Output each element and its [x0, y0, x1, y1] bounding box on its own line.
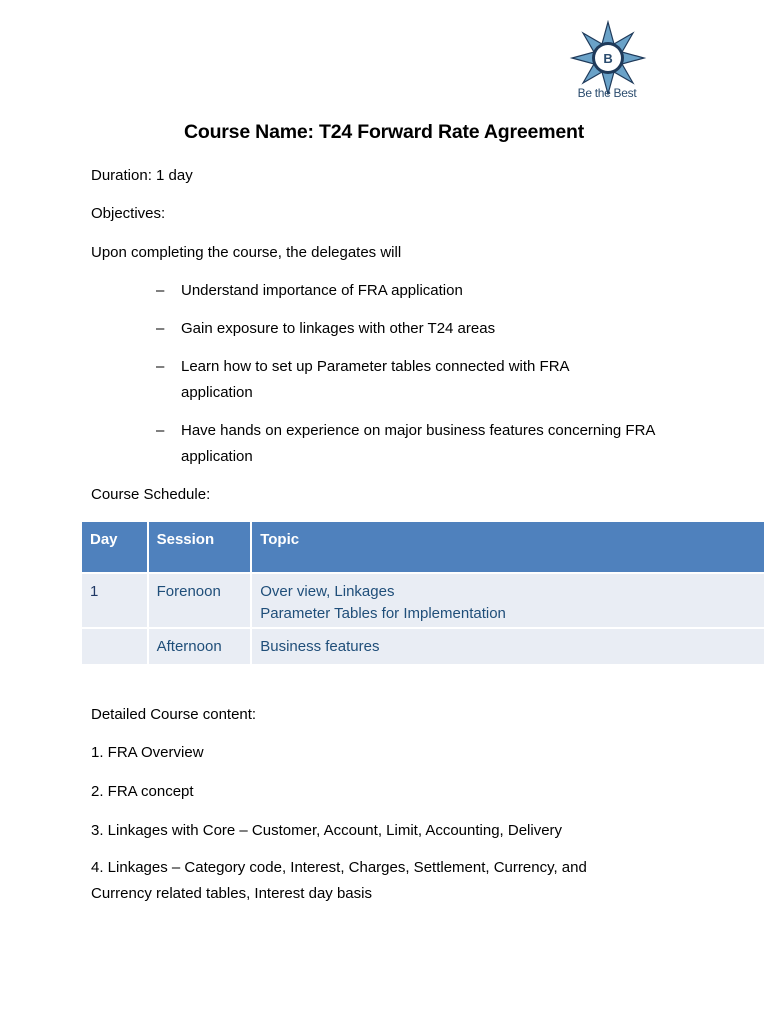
content-item: 2. FRA concept [91, 783, 194, 800]
duration-text: Duration: 1 day [91, 167, 193, 184]
header-day: Day [82, 522, 148, 573]
bullet-dash: – [156, 358, 165, 375]
topic-line: Over view, Linkages [260, 583, 395, 600]
bullet-dash: – [156, 422, 165, 439]
cell-day: 1 [82, 573, 148, 628]
topic-line: Business features [260, 638, 380, 655]
header-session: Session [148, 522, 252, 573]
page-title: Course Name: T24 Forward Rate Agreement [183, 121, 584, 143]
logo-letter: B [603, 51, 613, 66]
logo-tagline: Be the Best [577, 86, 637, 100]
cell-day [82, 628, 148, 665]
bullet-dash: – [156, 320, 165, 337]
table-header-row [82, 522, 765, 573]
table-row [82, 628, 765, 665]
content-item: 1. FRA Overview [91, 744, 204, 761]
table-row [82, 573, 765, 628]
cell-topic [251, 628, 765, 665]
cell-session: Forenoon [148, 573, 252, 628]
objective-text: Have hands on experience on major business features concerning FRA application [181, 422, 655, 465]
cell-topic [251, 573, 765, 628]
content-item: 4. Linkages – Category code, Interest, Charges, Settlement, Currency, and Currency related tables, Interest day basis [91, 859, 587, 902]
objective-text: Gain exposure to linkages with other T24 areas [181, 320, 496, 337]
intro-text: Upon completing the course, the delegates will [91, 244, 402, 261]
objectives-label: Objectives: [91, 205, 166, 222]
header-topic: Topic [251, 522, 765, 573]
objective-text: Learn how to set up Parameter tables connected with FRA application [181, 358, 569, 401]
course-schedule-table [82, 522, 766, 666]
schedule-label: Course Schedule: [91, 486, 211, 503]
objective-text: Understand importance of FRA application [181, 282, 463, 299]
topic-line: Parameter Tables for Implementation [260, 605, 506, 622]
content-item: 3. Linkages with Core – Customer, Account, Limit, Accounting, Delivery [91, 822, 563, 839]
cell-session: Afternoon [148, 628, 252, 665]
bullet-dash: – [156, 282, 165, 299]
content-label: Detailed Course content: [91, 706, 257, 723]
